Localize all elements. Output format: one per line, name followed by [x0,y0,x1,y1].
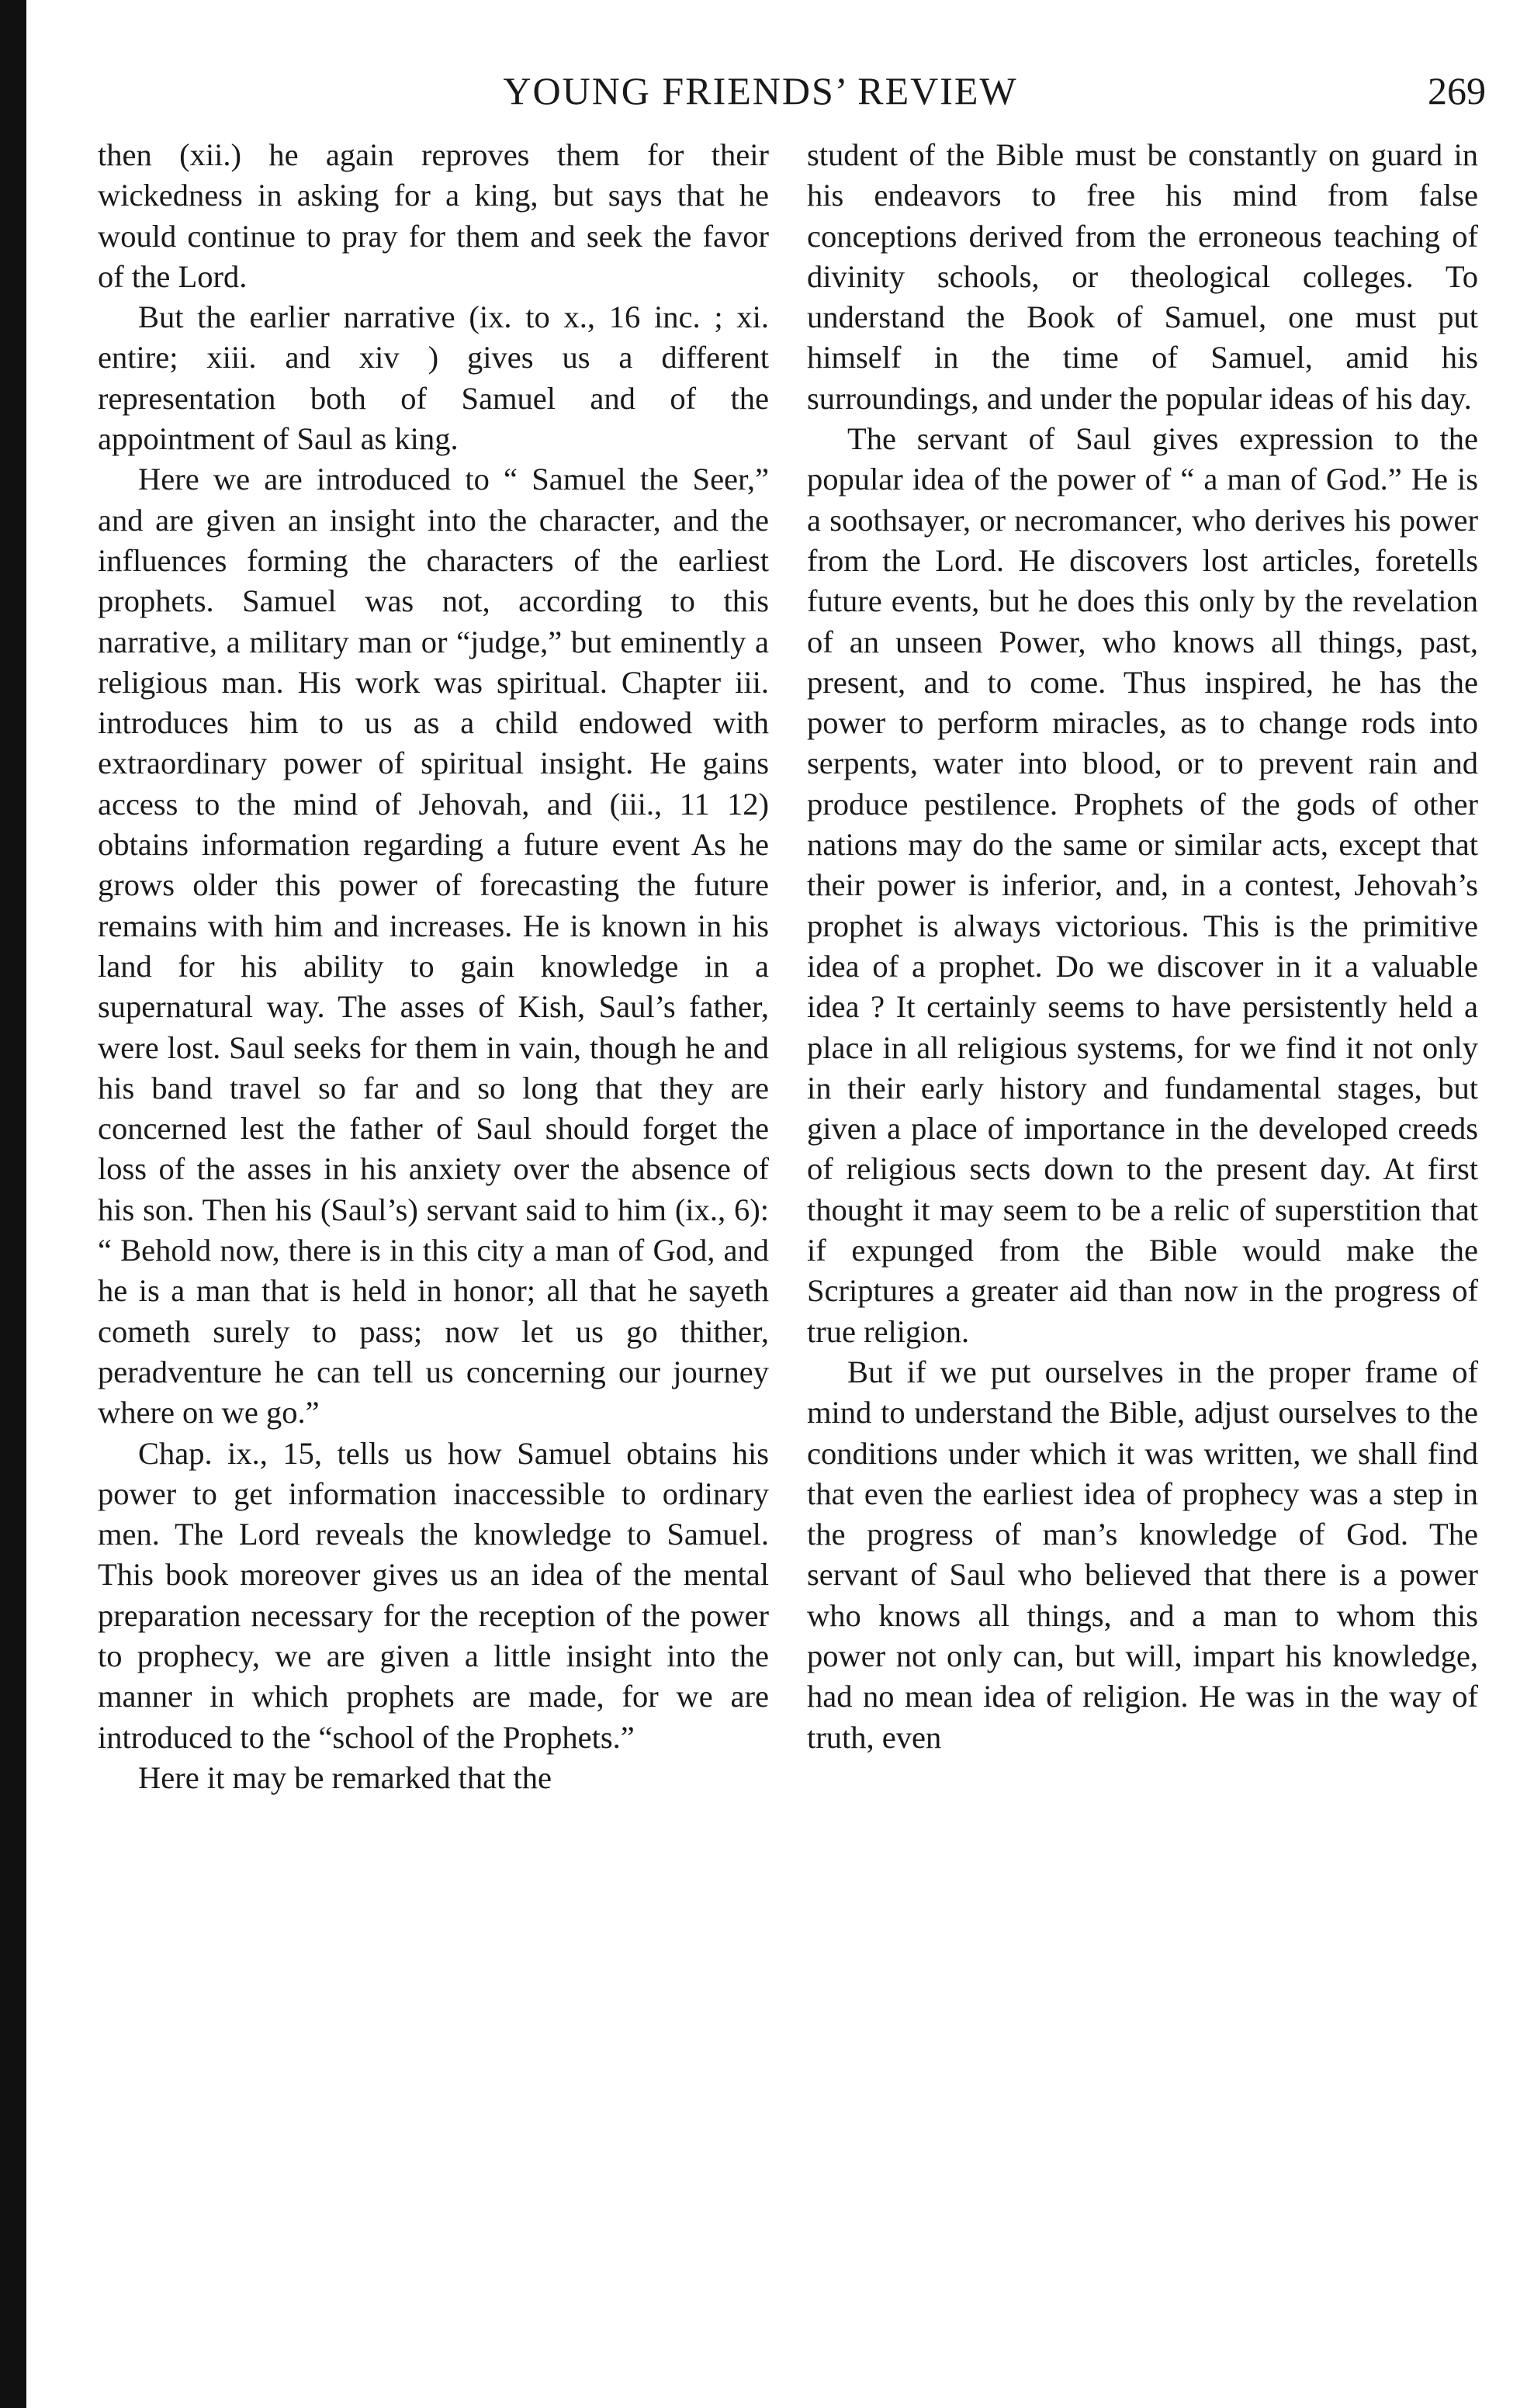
paragraph: Here we are introduced to “ Samuel the Seer,” and are given an insight into the character, and the influences forming the characters of the earliest prophets. Samuel was not, according to this narrative, a military man or “judge,” but eminently a religious man. His work was spiritual. Chapter iii. introduces him to us as a child endowed with extraordinary power of spiritual insight. He gains access to the mind of Jehovah, and (iii., 11 12) obtains information regarding a future event As he grows older this power of forecasting the future remains with him and increases. He is known in his land for his ability to gain knowledge in a supernatural way. The asses of Kish, Saul’s father, were lost. Saul seeks for them in vain, though he and his band travel so far and so long that they are concerned lest the father of Saul should forget the loss of the asses in his anxiety over the absence of his son. Then his (Saul’s) servant said to him (ix., 6): “ Behold now, there is in this city a man of God, and he is a man that is held in honor; all that he sayeth cometh surely to pass; now let us go thither, peradventure he can tell us concerning our journey where on we go.” [98,462,769,1431]
paragraph: Chap. ix., 15, tells us how Samuel obtains his power to get information inaccessible to ordinary men. The Lord reveals the knowledge to Samuel. This book moreover gives us an idea of the mental preparation necessary for the reception of the power to prophecy, we are given a little insight into the manner in which prophets are made, for we are introduced to the “school of the Prophets.” [98,1435,769,1755]
right-column [807,135,1478,1758]
page-number: 269 [1428,69,1486,112]
left-column [98,135,769,1798]
paragraph: But if we put ourselves in the proper frame of mind to understand the Bible, adjust ourselves to the conditions under which it was written, we shall find that even the earliest idea of prophecy was a step in the progress of man’s knowledge of God. The servant of Saul who believed that there is a power who knows all things, and a man to whom this power not only can, but will, impart his knowledge, had no mean idea of religion. He was in the way of truth, even [807,1354,1478,1755]
running-head: YOUNG FRIENDS’ REVIEW [503,69,1018,112]
page-header [0,64,1534,126]
scan-edge [0,0,26,2408]
paragraph: student of the Bible must be constantly on guard in his endeavors to free his mind from false conceptions derived from the erroneous teaching of divinity schools, or theological colleges. To understand the Book of Samuel, one must put himself in the time of Samuel, amid his surroundings, and under the popular ideas of his day. [807,137,1478,416]
paragraph: then (xii.) he again reproves them for their wickedness in asking for a king, but says that he would continue to pray for them and seek the favor of the Lord. [98,137,769,294]
paragraph: But the earlier narrative (ix. to x., 16 inc. ; xi. entire; xiii. and xiv ) gives us a different representation both of Samuel and of the appointment of Saul as king. [98,299,769,457]
paragraph: The servant of Saul gives expression to the popular idea of the power of “ a man of God.” He is a soothsayer, or necromancer, who derives his power from the Lord. He discovers lost articles, foretells future events, but he does this only by the revelation of an unseen Power, who knows all things, past, present, and to come. Thus inspired, he has the power to perform miracles, as to change rods into serpents, water into blood, or to prevent rain and produce pestilence. Prophets of the gods of other nations may do the same or similar acts, except that their power is inferior, and, in a contest, Jehovah’s prophet is always victorious. This is the primitive idea of a prophet. Do we discover in it a valuable idea ? It certainly seems to have persistently held a place in all religious systems, for we find it not only in their early history and fundamental stages, but given a place of importance in the developed creeds of religious sects down to the present day. At first thought it may seem to be a relic of superstition that if expunged from the Bible would make the Scriptures a greater aid than now in the progress of true religion. [807,421,1478,1349]
paragraph: Here it may be remarked that the [138,1759,552,1795]
